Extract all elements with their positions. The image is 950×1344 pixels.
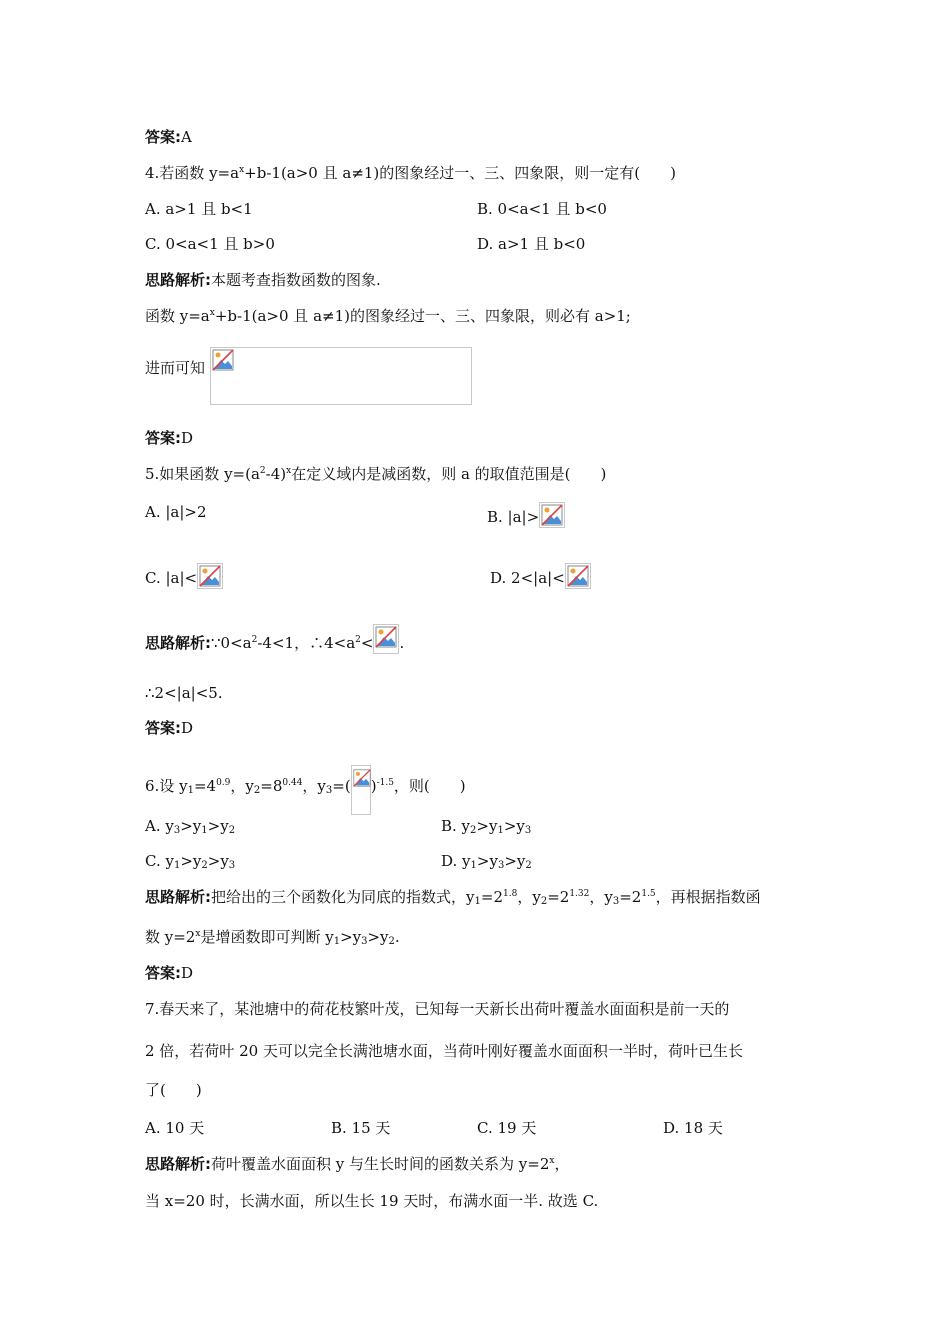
analysis-label: 思路解析 [145,271,206,289]
broken-image-icon [539,502,565,528]
q4-stem-sup: x [239,165,245,175]
opt-sub: 2 [201,860,208,871]
q6-line2-text-4: >y [367,928,389,946]
q7-option-d: D. 18 天 [663,1119,723,1137]
q4-analysis-line3: 进而可知 [145,359,206,377]
q5-stem-text: 5.如果函数 y=(a [145,465,260,483]
q5-analysis-text-2: -4<1，∴4<a [257,634,356,652]
q6-line2-sub: 1 [333,936,341,947]
opt-text: D. y [441,852,471,870]
q6-stem-text-6: =( [332,777,351,795]
opt-sub: 3 [497,860,505,871]
q5-option-b-text: B. |a|> [487,508,540,526]
q4-line2-sup: x [209,308,215,318]
answer-value: D [181,429,194,447]
opt-sub: 1 [470,860,477,871]
opt-text: >y [504,852,526,870]
q6-analysis-sup: 1.8 [503,889,518,899]
answer-value: D [181,719,194,737]
q7-option-a: A. 10 天 [145,1119,205,1137]
broken-image-icon [351,765,371,815]
q5-analysis-sup: 2 [251,635,258,645]
q6-line2-sup: x [195,929,201,939]
q6-stem-text-8: ，则( ) [393,777,466,795]
opt-text: >y [180,817,202,835]
colon: : [205,1155,212,1173]
q6-option-c [145,851,235,871]
q4-line2-text: 函数 y=a [145,307,210,325]
opt-text: >y [476,817,498,835]
colon: : [175,429,182,447]
q4-line2-text-2: +b-1(a>0 且 a≠1)的图象经过一、三、四象限，则必有 a>1; [214,307,631,325]
q5-stem-sup: 2 [259,466,266,476]
q5-option-c-text: C. |a|< [145,569,198,587]
opt-text: >y [207,817,229,835]
q4-answer [145,428,193,448]
opt-text: B. y [441,817,471,835]
q5-analysis-text-3: < [360,634,374,652]
q5-analysis-sup-2: 2 [355,635,361,645]
q7-analysis-text-2: ， [554,1155,570,1173]
q6-line2-text-2: 是增函数即可判断 y [200,928,334,946]
q6-analysis-sup-3: 1.5 [641,889,656,899]
q5-analysis-text: ∵0<a [211,634,252,652]
q6-sub: 1 [187,785,194,796]
q7-analysis [145,1154,569,1174]
q5-option-b [487,502,565,528]
q7-option-b: B. 15 天 [331,1119,391,1137]
q7-stem-line3: 了( ) [145,1081,202,1099]
q6-sub-2: 2 [253,785,261,796]
answer-label: 答案 [145,964,176,982]
opt-sub: 1 [173,860,181,871]
opt-text: C. y [145,852,174,870]
opt-text: A. y [145,817,174,835]
q6-analysis-text: 把给出的三个函数化为同底的指数式，y [211,888,475,906]
q5-stem-text-3: 在定义域内是减函数，则 a 的取值范围是( ) [291,465,607,483]
q5-option-a: A. |a|>2 [145,503,207,521]
q4-option-a: A. a>1 且 b<1 [145,200,253,218]
colon: : [205,271,212,289]
q6-answer [145,963,193,983]
broken-image-icon [197,563,223,589]
q6-line2-text-5: . [394,928,400,946]
opt-sub: 3 [524,825,532,836]
q6-stem [145,765,466,815]
q5-option-d-text: D. 2<|a|< [490,569,565,587]
q4-analysis-text: 本题考查指数函数的图象. [211,271,381,289]
q7-analysis-sup: x [549,1156,555,1166]
q6-analysis-sub: 1 [474,896,481,907]
q5-option-d [490,563,591,589]
q5-stem-text-2: -4) [265,465,287,483]
analysis-label: 思路解析 [145,1155,206,1173]
q6-line2-sub-3: 2 [388,936,395,947]
q6-analysis-text-4: =2 [547,888,570,906]
q4-option-c: C. 0<a<1 且 b>0 [145,235,275,253]
q6-stem-text: 6.设 y [145,777,188,795]
q6-stem-text-2: =4 [193,777,217,795]
q6-line2-sub-2: 3 [361,936,368,947]
q5-analysis-line2: ∴2<|a|<5. [145,684,223,702]
q6-option-a [145,816,235,836]
broken-image-frame [210,347,472,405]
q4-stem-text-2: +b-1(a>0 且 a≠1)的图象经过一、三、四象限，则一定有( ) [244,164,676,182]
q4-option-d: D. a>1 且 b<0 [477,235,586,253]
q6-line2-text: 数 y=2 [145,928,196,946]
q7-option-c: C. 19 天 [477,1119,537,1137]
opt-text: >y [503,817,525,835]
q6-analysis-line2 [145,927,400,947]
q4-stem [145,163,676,183]
q6-sub-3: 3 [325,785,333,796]
answer-label: 答案 [145,429,176,447]
q4-option-b: B. 0<a<1 且 b<0 [477,200,607,218]
q7-analysis-line2: 当 x=20 时，长满水面，所以生长 19 天时，布满水面一半. 故选 C. [145,1192,599,1210]
q6-analysis [145,887,761,907]
q5-answer [145,718,193,738]
opt-text: >y [476,852,498,870]
answer-value: A [181,128,192,146]
colon: : [175,964,182,982]
opt-sub: 2 [525,860,532,871]
broken-image-icon [211,348,237,374]
opt-sub: 1 [201,825,208,836]
q5-option-c [145,563,223,589]
opt-text: >y [207,852,229,870]
q4-analysis-line2 [145,306,631,326]
colon: : [205,634,212,652]
q7-stem-line1: 7.春天来了，某池塘中的荷花枝繁叶茂，已知每一天新长出荷叶覆盖水面面积是前一天的 [145,1000,730,1018]
broken-image-icon [565,563,591,589]
q6-analysis-sup-2: 1.32 [569,889,590,899]
q4-analysis [145,270,381,290]
q6-analysis-text-6: =2 [619,888,642,906]
q6-stem-text-3: ，y [230,777,254,795]
answer-label: 答案 [145,719,176,737]
opt-sub: 1 [497,825,504,836]
q7-stem-line2: 2 倍，若荷叶 20 天可以完全长满池塘水面，当荷叶刚好覆盖水面面积一半时，荷叶已生长 [145,1042,743,1060]
answer-line-3 [145,127,192,147]
q6-option-d [441,851,532,871]
q5-stem-sup-2: x [286,466,292,476]
opt-text: >y [180,852,202,870]
opt-sub: 3 [173,825,181,836]
colon: : [205,888,212,906]
opt-sub: 3 [228,860,236,871]
q6-analysis-text-3: ，y [517,888,541,906]
q6-line2-text-3: >y [340,928,362,946]
answer-label: 答案 [145,128,176,146]
q6-stem-text-4: =8 [260,777,283,795]
q6-analysis-text-7: ，再根据指数函 [655,888,761,906]
broken-image-icon [373,624,399,654]
q6-sup: 0.9 [216,778,231,788]
q6-stem-text-5: ，y [302,777,326,795]
colon: : [175,128,182,146]
answer-value: D [181,964,194,982]
q7-analysis-text: 荷叶覆盖水面面积 y 与生长时间的函数关系为 y=2 [211,1155,550,1173]
colon: : [175,719,182,737]
opt-sub: 2 [470,825,477,836]
q4-stem-text: 4.若函数 y=a [145,164,240,182]
q6-option-b [441,816,531,836]
q5-analysis [145,624,404,654]
q6-analysis-text-2: =2 [480,888,503,906]
q5-stem [145,464,606,484]
analysis-label: 思路解析 [145,634,206,652]
q6-analysis-text-5: ，y [589,888,613,906]
analysis-label: 思路解析 [145,888,206,906]
q6-analysis-sub-2: 2 [540,896,548,907]
q5-analysis-end: . [399,634,405,652]
opt-sub: 2 [228,825,236,836]
q6-stem-text-7: ) [370,777,377,795]
q6-sup-2: 0.44 [282,778,303,788]
q6-analysis-sub-3: 3 [612,896,620,907]
q6-sup-3: -1.5 [376,778,394,788]
